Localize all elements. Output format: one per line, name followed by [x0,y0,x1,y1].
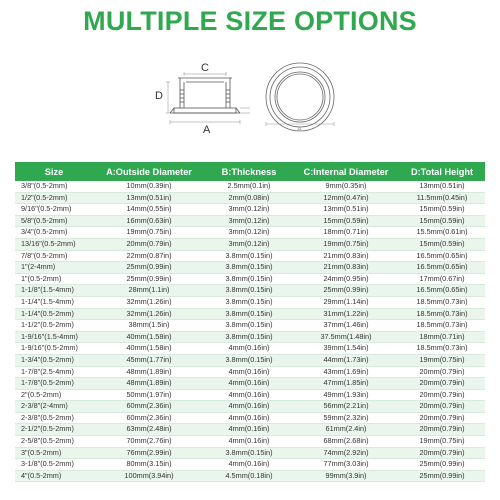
cell-thickness: 4mm(0.16in) [205,401,293,413]
cell-outside-diameter: 45mm(1.77in) [93,354,205,366]
cell-internal-diameter: 68mm(2.68in) [293,436,399,448]
cell-total-height: 15mm(0.59in) [399,215,485,227]
table-header-row [15,162,485,181]
cell-total-height: 18mm(0.71in) [399,331,485,343]
table-row [15,470,485,482]
cell-total-height: 25mm(0.99in) [399,459,485,471]
cell-total-height: 20mm(0.79in) [399,378,485,390]
cell-total-height: 15.5mm(0.61in) [399,227,485,239]
table-row [15,215,485,227]
cell-thickness: 3.8mm(0.15in) [205,308,293,320]
cell-size: 1-1/4"(0.5-2mm) [15,308,93,320]
cell-total-height: 18.5mm(0.73in) [399,308,485,320]
table-body [15,181,485,482]
cell-internal-diameter: 99mm(3.9in) [293,470,399,482]
cell-size: 1-1/2"(0.5-2mm) [15,320,93,332]
table-row [15,331,485,343]
cell-total-height: 11.5mm(0.45in) [399,192,485,204]
cell-outside-diameter: 80mm(3.15in) [93,459,205,471]
cell-outside-diameter: 25mm(0.99in) [93,262,205,274]
cell-internal-diameter: 43mm(1.69in) [293,366,399,378]
table-row [15,273,485,285]
cell-internal-diameter: 9mm(0.35in) [293,181,399,192]
cell-thickness: 4mm(0.16in) [205,436,293,448]
cell-thickness: 3mm(0.12in) [205,215,293,227]
cell-internal-diameter: 21mm(0.83in) [293,262,399,274]
header-thickness: B:Thickness [205,162,293,181]
cell-thickness: 3mm(0.12in) [205,204,293,216]
table-row [15,447,485,459]
cell-internal-diameter: 13mm(0.51in) [293,204,399,216]
cell-internal-diameter: 77mm(3.03in) [293,459,399,471]
cell-thickness: 3.8mm(0.15in) [205,273,293,285]
cell-total-height: 25mm(0.99in) [399,470,485,482]
cell-internal-diameter: 47mm(1.85in) [293,378,399,390]
table-row [15,238,485,250]
cell-size: 1-1/4"(1.5-4mm) [15,296,93,308]
cell-outside-diameter: 48mm(1.89in) [93,366,205,378]
dimension-diagram [150,52,370,152]
table-row [15,424,485,436]
cell-size: 1-9/16"(0.5-2mm) [15,343,93,355]
cell-outside-diameter: 28mm(1.1in) [93,285,205,297]
cell-size: 2-3/8"(0.5-2mm) [15,412,93,424]
cell-thickness: 3.8mm(0.15in) [205,447,293,459]
table-row [15,436,485,448]
cell-total-height: 19mm(0.75in) [399,436,485,448]
cell-outside-diameter: 38mm(1.5in) [93,320,205,332]
cell-thickness: 4mm(0.16in) [205,378,293,390]
table-row [15,181,485,192]
cell-size: 1-1/8"(1.5-4mm) [15,285,93,297]
cell-size: 3/8"(0.5-2mm) [15,181,93,192]
table-row [15,459,485,471]
dimension-label-c: C [201,62,209,74]
cell-outside-diameter: 40mm(1.58in) [93,331,205,343]
table-row [15,308,485,320]
cell-size: 9/16"(0.5-2mm) [15,204,93,216]
table-row [15,227,485,239]
cell-thickness: 3.8mm(0.15in) [205,320,293,332]
cell-internal-diameter: 29mm(1.14in) [293,296,399,308]
cell-internal-diameter: 49mm(1.93in) [293,389,399,401]
cell-total-height: 18.5mm(0.73in) [399,320,485,332]
table-row [15,378,485,390]
dimension-label-d: D [155,90,163,102]
table-row [15,285,485,297]
cell-size: 3-1/8"(0.5-2mm) [15,459,93,471]
header-internal-diameter: C:Internal Diameter [293,162,399,181]
cell-outside-diameter: 32mm(1.26in) [93,308,205,320]
cell-outside-diameter: 76mm(2.99in) [93,447,205,459]
cell-outside-diameter: 50mm(1.97in) [93,389,205,401]
cell-outside-diameter: 22mm(0.87in) [93,250,205,262]
table-row [15,204,485,216]
cell-thickness: 2mm(0.08in) [205,192,293,204]
cell-size: 1-9/16"(1.5-4mm) [15,331,93,343]
cell-thickness: 4mm(0.16in) [205,424,293,436]
cell-outside-diameter: 70mm(2.76in) [93,436,205,448]
cell-total-height: 20mm(0.79in) [399,424,485,436]
cell-internal-diameter: 24mm(0.95in) [293,273,399,285]
cell-outside-diameter: 40mm(1.58in) [93,343,205,355]
cell-total-height: 18.5mm(0.73in) [399,343,485,355]
cell-total-height: 15mm(0.59in) [399,238,485,250]
cell-thickness: 4mm(0.16in) [205,366,293,378]
cell-internal-diameter: 12mm(0.47in) [293,192,399,204]
table-row [15,354,485,366]
cell-internal-diameter: 25mm(0.99in) [293,285,399,297]
cell-outside-diameter: 10mm(0.39in) [93,181,205,192]
cell-size: 1/2"(0.5-2mm) [15,192,93,204]
cell-total-height: 19mm(0.75in) [399,354,485,366]
dimension-label-a: A [203,124,211,136]
cell-size: 1"(0.5-2mm) [15,273,93,285]
cell-internal-diameter: 74mm(2.92in) [293,447,399,459]
cell-outside-diameter: 60mm(2.36in) [93,401,205,413]
table-row [15,262,485,274]
cell-internal-diameter: 39mm(1.54in) [293,343,399,355]
cell-internal-diameter: 18mm(0.71in) [293,227,399,239]
header-outside-diameter: A:Outside Diameter [93,162,205,181]
page-title: MULTIPLE SIZE OPTIONS [83,6,417,36]
cell-outside-diameter: 19mm(0.75in) [93,227,205,239]
cell-internal-diameter: 61mm(2.4in) [293,424,399,436]
cell-thickness: 4mm(0.16in) [205,389,293,401]
cell-total-height: 18.5mm(0.73in) [399,296,485,308]
cell-total-height: 20mm(0.79in) [399,447,485,459]
cell-thickness: 4mm(0.16in) [205,459,293,471]
cell-size: 2-5/8"(0.5-2mm) [15,436,93,448]
cell-total-height: 16.5mm(0.65in) [399,250,485,262]
cell-thickness: 3.8mm(0.15in) [205,250,293,262]
cell-size: 4"(0.5-2mm) [15,470,93,482]
cell-thickness: 3.8mm(0.15in) [205,354,293,366]
cell-total-height: 17mm(0.67in) [399,273,485,285]
cell-size: 1-7/8"(0.5-2mm) [15,378,93,390]
cell-internal-diameter: 15mm(0.59in) [293,215,399,227]
header-total-height: D:Total Height [399,162,485,181]
table-row [15,320,485,332]
cell-size: 3"(0.5-2mm) [15,447,93,459]
cell-total-height: 20mm(0.79in) [399,366,485,378]
cell-total-height: 13mm(0.51in) [399,181,485,192]
cell-size: 2-3/8"(2-4mm) [15,401,93,413]
cell-thickness: 3.8mm(0.15in) [205,285,293,297]
cell-thickness: 4.5mm(0.18in) [205,470,293,482]
cell-outside-diameter: 32mm(1.26in) [93,296,205,308]
table-row [15,401,485,413]
cell-internal-diameter: 37.5mm(1.48in) [293,331,399,343]
cell-thickness: 3mm(0.12in) [205,238,293,250]
cell-internal-diameter: 59mm(2.32in) [293,412,399,424]
cell-thickness: 4mm(0.16in) [205,412,293,424]
dimension-label-a-top-view: A [297,126,302,133]
cell-size: 2"(0.5-2mm) [15,389,93,401]
table-row [15,250,485,262]
side-view-drawing [150,52,370,152]
cell-outside-diameter: 25mm(0.99in) [93,273,205,285]
cell-total-height: 20mm(0.79in) [399,412,485,424]
cell-total-height: 20mm(0.79in) [399,389,485,401]
cell-total-height: 15mm(0.59in) [399,204,485,216]
cell-size: 1-7/8"(2.5-4mm) [15,366,93,378]
cell-outside-diameter: 20mm(0.79in) [93,238,205,250]
cell-internal-diameter: 37mm(1.46in) [293,320,399,332]
cell-internal-diameter: 19mm(0.75in) [293,238,399,250]
size-spec-table [15,162,485,482]
cell-outside-diameter: 13mm(0.51in) [93,192,205,204]
cell-outside-diameter: 60mm(2.36in) [93,412,205,424]
cell-outside-diameter: 48mm(1.89in) [93,378,205,390]
cell-size: 2-1/2"(0.5-2mm) [15,424,93,436]
cell-size: 5/8"(0.5-2mm) [15,215,93,227]
table-row [15,389,485,401]
cell-outside-diameter: 14mm(0.55in) [93,204,205,216]
table-row [15,343,485,355]
cell-size: 7/8"(0.5-2mm) [15,250,93,262]
cell-total-height: 16.5mm(0.65in) [399,285,485,297]
cell-total-height: 20mm(0.79in) [399,401,485,413]
table-row [15,366,485,378]
cell-thickness: 3.8mm(0.15in) [205,296,293,308]
cell-outside-diameter: 16mm(0.63in) [93,215,205,227]
cell-thickness: 3.8mm(0.15in) [205,262,293,274]
cell-size: 3/4"(0.5-2mm) [15,227,93,239]
cell-outside-diameter: 100mm(3.94in) [93,470,205,482]
cell-size: 13/16"(0.5-2mm) [15,238,93,250]
cell-internal-diameter: 21mm(0.83in) [293,250,399,262]
header-size: Size [15,162,93,181]
cell-size: 1"(2-4mm) [15,262,93,274]
cell-internal-diameter: 56mm(2.21in) [293,401,399,413]
table-row [15,296,485,308]
cell-internal-diameter: 44mm(1.73in) [293,354,399,366]
cell-size: 1-3/4"(0.5-2mm) [15,354,93,366]
cell-total-height: 16.5mm(0.65in) [399,262,485,274]
table-row [15,192,485,204]
cell-thickness: 3mm(0.12in) [205,227,293,239]
cell-thickness: 3.8mm(0.15in) [205,331,293,343]
cell-thickness: 2.5mm(0.1in) [205,181,293,192]
cell-internal-diameter: 31mm(1.22in) [293,308,399,320]
table-row [15,412,485,424]
cell-outside-diameter: 63mm(2.48in) [93,424,205,436]
cell-thickness: 4mm(0.16in) [205,343,293,355]
